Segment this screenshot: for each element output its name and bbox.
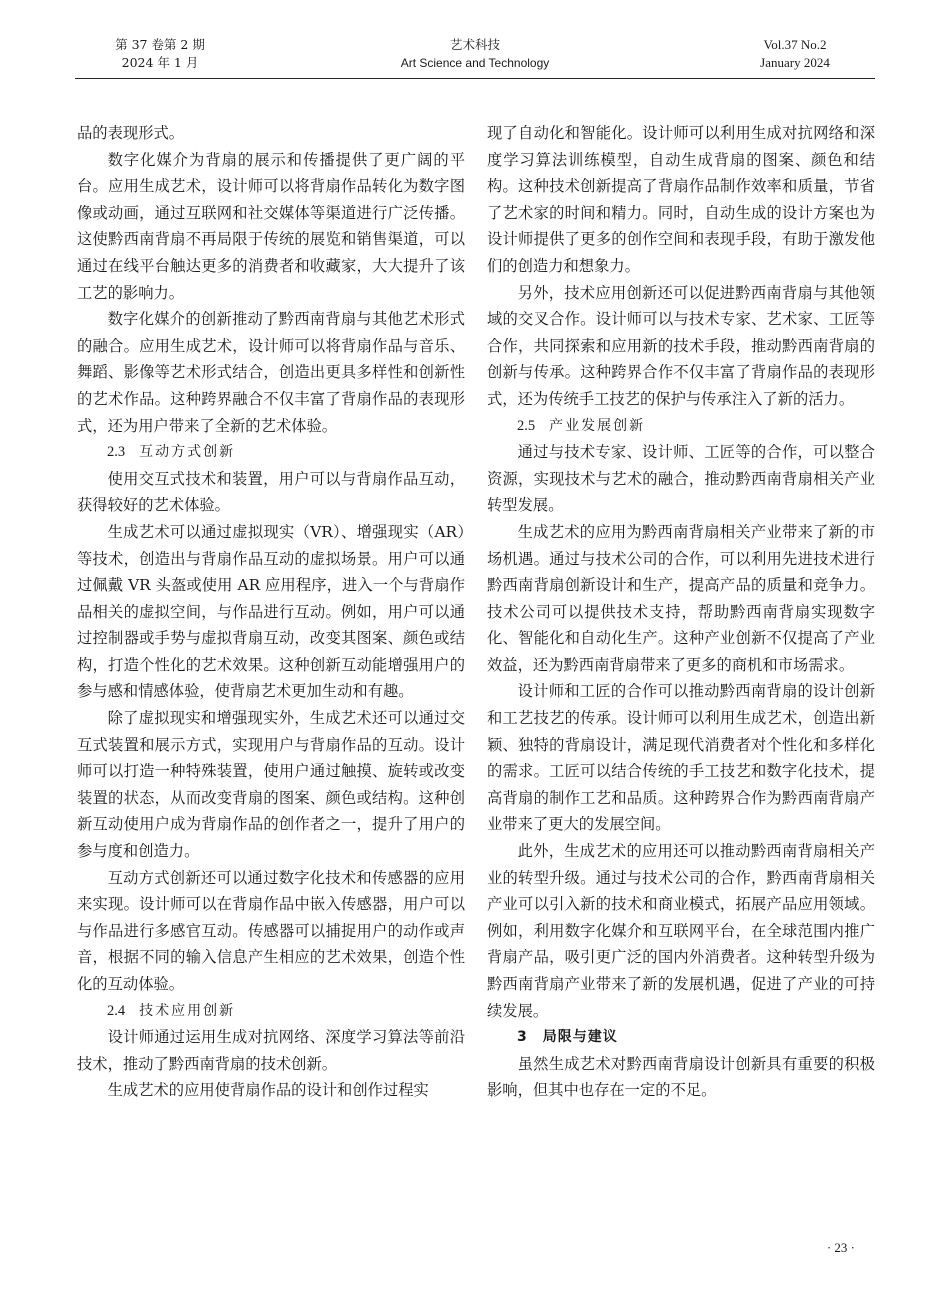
header-volume-en: Vol.37 No.2 [763, 37, 827, 52]
paragraph: 生成艺术的应用使背扇作品的设计和创作过程实 [107, 1081, 429, 1100]
paragraph: 设计师和工匠的合作可以推动黔西南背扇的设计创新和工艺技艺的传承。设计师可以利用生成艺术，创造出新颖、独特的背扇设计，满足现代消费者对个性化和多样化的需求。工匠可以结合传统的手工技艺和数字化技术，提高背扇的制作工艺和品质。这种跨界合作为黔西南背扇产业带来了更大的发展空间。 [487, 682, 875, 834]
header-issue [105, 36, 215, 72]
paragraph: 数字化媒介为背扇的展示和传播提供了更广阔的平台。应用生成艺术，设计师可以将背扇作品转化为数字图像或动画，通过互联网和社交媒体等渠道进行广泛传播。这使黔西南背扇不再局限于传统的展览和销售渠道，可以通过在线平台触达更多的消费者和收藏家，大大提升了该工艺的影响力。 [77, 150, 465, 302]
section-title: 互动方式创新 [139, 444, 236, 461]
paragraph: 设计师通过运用生成对抗网络、深度学习算法等前沿技术，推动了黔西南背扇的技术创新。 [77, 1028, 465, 1073]
section-number: 2.4 [107, 1002, 126, 1019]
paragraph: 此外，生成艺术的应用还可以推动黔西南背扇相关产业的转型升级。通过与技术公司的合作，黔西南背扇相关产业可以引入新的技术和商业模式，拓展产品应用领域。例如，利用数字化媒介和互联网平台，在全球范围内推广背扇产品，吸引更广泛的国内外消费者。这种转型升级为黔西南背扇产业带来了新的发展机遇，促进了产业的可持续发展。 [487, 842, 875, 1020]
header-issue-en [735, 36, 855, 72]
paragraph: 现了自动化和智能化。设计师可以利用生成对抗网络和深度学习算法训练模型，自动生成背扇的图案、颜色和结构。这种技术创新提高了背扇作品制作效率和质量，节省了艺术家的时间和精力。同时，自动生成的设计方案也为设计师提供了更多的创作空间和表现手段，有助于激发他们的创造力和想象力。 [487, 124, 875, 275]
paragraph: 通过与技术专家、设计师、工匠等的合作，可以整合资源，实现技术与艺术的融合，推动黔西南背扇相关产业转型发展。 [487, 443, 875, 515]
paragraph: 除了虚拟现实和增强现实外，生成艺术还可以通过交互式装置和展示方式，实现用户与背扇作品的互动。设计师可以打造一种特殊装置，使用户通过触摸、旋转或改变装置的状态，从而改变背扇的图案、颜色或结构。这种创新互动使用户成为背扇作品的创作者之一，提升了用户的参与度和创造力。 [77, 709, 465, 861]
section-heading-3 [487, 1024, 875, 1051]
paragraph: 使用交互式技术和装置，用户可以与背扇作品互动，获得较好的艺术体验。 [77, 469, 465, 515]
header-divider [75, 78, 875, 79]
section-number: 2.5 [517, 417, 536, 434]
section-heading-2-3 [77, 439, 465, 466]
paragraph: 品的表现形式。 [77, 124, 185, 142]
journal-title-cn: 艺术科技 [449, 37, 500, 52]
section-title: 局限与建议 [542, 1029, 618, 1046]
left-column [77, 120, 465, 1104]
section-title: 技术应用创新 [139, 1002, 236, 1019]
paragraph: 生成艺术可以通过虚拟现实（VR）、增强现实（AR）等技术，创造出与背扇作品互动的虚拟场景。用户可以通过佩戴 VR 头盔或使用 AR 应用程序，进入一个与背扇作品相关的虚拟空间，与作品进行互动。例如，用户可以通过控制器或手势与虚拟背扇互动，改变其图案、颜色或结构，打造个性化的艺术效果。这种创新互动能增强用户的参与感和情感体验，使背扇艺术更加生动和有趣。 [77, 522, 465, 701]
header-date-en: January 2024 [760, 55, 830, 70]
paragraph: 另外，技术应用创新还可以促进黔西南背扇与其他领域的交叉合作。设计师可以与技术专家、艺术家、工匠等合作，共同探索和应用新的技术手段，推动黔西南背扇的创新与传承。这种跨界合作不仅丰富了背扇作品的表现形式，还为传统手工技艺的保护与传承注入了新的活力。 [487, 283, 875, 408]
paragraph: 互动方式创新还可以通过数字化技术和传感器的应用来实现。设计师可以在背扇作品中嵌入传感器，用户可以与作品进行多感官互动。传感器可以捕捉用户的动作或声音，根据不同的输入信息产生相应的艺术效果，创造个性化的互动体验。 [77, 868, 465, 993]
page-number: · 23 · [826, 1240, 855, 1255]
header-volume-issue: 第 37 卷第 2 期 [115, 37, 205, 52]
paragraph: 数字化媒介的创新推动了黔西南背扇与其他艺术形式的融合。应用生成艺术，设计师可以将背扇作品与音乐、舞蹈、影像等艺术形式结合，创造出更具多样性和创新性的艺术作品。这种跨界融合不仅丰富了背扇作品的表现形式，还为用户带来了全新的艺术体验。 [77, 310, 465, 435]
paragraph: 虽然生成艺术对黔西南背扇设计创新具有重要的积极影响，但其中也存在一定的不足。 [487, 1054, 875, 1100]
header-journal [385, 36, 565, 72]
section-heading-2-4 [77, 998, 465, 1025]
section-number: 3 [517, 1029, 527, 1046]
section-number: 2.3 [107, 444, 126, 461]
running-header [75, 36, 875, 78]
journal-title-en: Art Science and Technology [400, 56, 550, 70]
section-title: 产业发展创新 [549, 417, 646, 434]
section-heading-2-5 [487, 413, 875, 440]
header-date-cn: 2024 年 1 月 [121, 55, 199, 70]
right-column [487, 120, 875, 1104]
paragraph: 生成艺术的应用为黔西南背扇相关产业带来了新的市场机遇。通过与技术公司的合作，可以利用先进技术进行黔西南背扇创新设计和生产，提高产品的质量和竞争力。技术公司可以提供技术支持，帮助黔西南背扇实现数字化、智能化和自动化生产。这种产业创新不仅提高了产业效益，还为黔西南背扇带来了更多的商机和市场需求。 [487, 522, 875, 674]
